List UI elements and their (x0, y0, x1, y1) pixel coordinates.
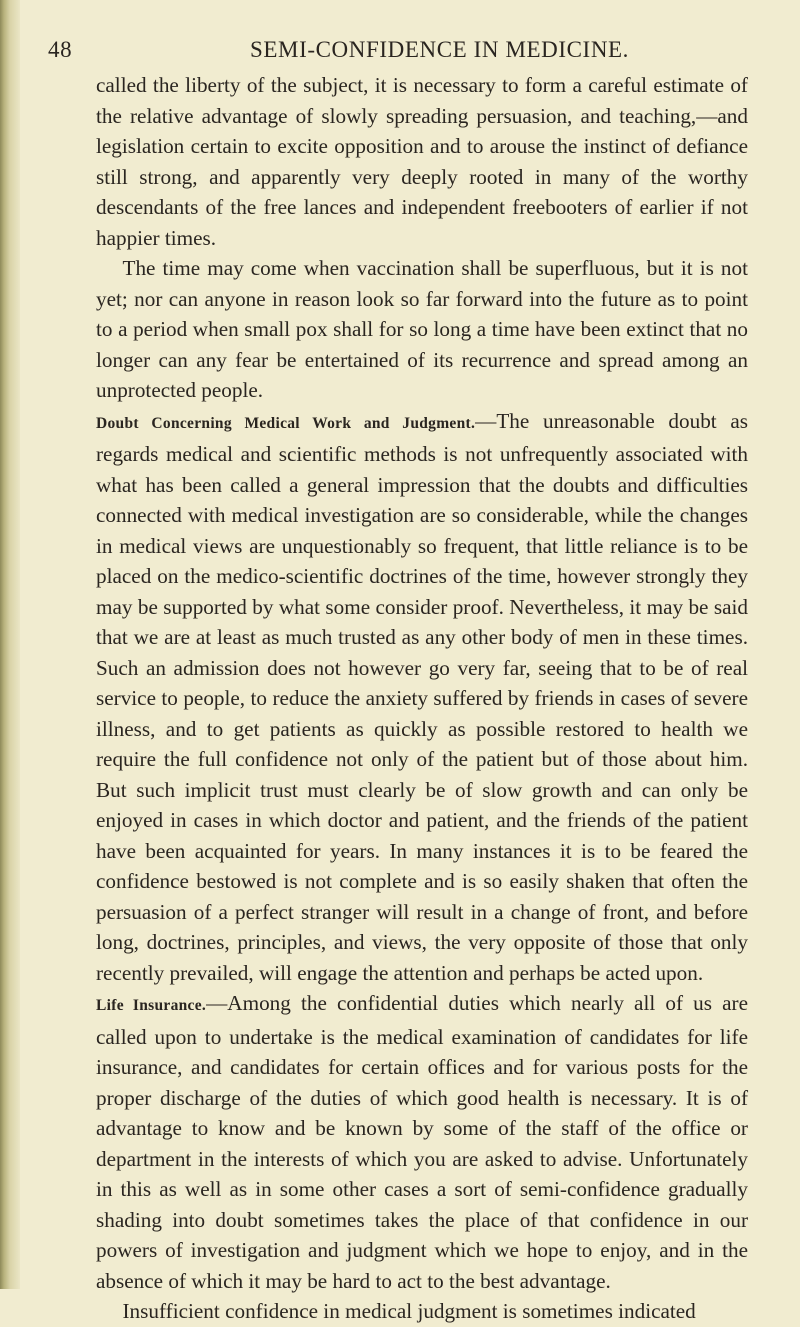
paragraph (96, 1296, 748, 1327)
paragraph-text: The time may come when vaccination shall be superfluous, but it is not yet; nor can anyone in reason look so far forward into the future as to point to a period when small pox shall for so long a time have been extinct that no longer can any fear be entertained of its recurrence and spread among an unprotected people. (96, 256, 748, 402)
page-number: 48 (48, 37, 73, 62)
section-sidehead: Life Insurance. (96, 997, 207, 1014)
paragraph (96, 988, 748, 1296)
book-binding-shadow (0, 0, 20, 1289)
paragraph (96, 70, 748, 253)
paragraph-text: called the liberty of the subject, it is necessary to form a careful estimate of the relative advantage of slowly spreading persuasion, and teaching,—and legislation certain to excite opposition and to arouse the instinct of defiance still strong, and apparently very deeply rooted in many of the worthy descendants of the free lances and independent freebooters of earlier if not happier times. (96, 73, 748, 250)
paragraph (96, 406, 748, 989)
body-text (96, 70, 748, 1327)
paragraph-text: Insufficient confidence in medical judgment is sometimes indicated (122, 1299, 696, 1323)
paragraph (96, 253, 748, 406)
section-sidehead: Doubt Concerning Medical Work and Judgment. (96, 414, 476, 432)
paragraph-text: —Among the confidential duties which nearly all of us are called upon to undertake is the medical examination of candidates for life insurance, and candidates for certain offices and for various posts for the proper discharge of the duties of which good health is necessary. It is of advantage to know and be known by some of the staff of the office or department in the interests of which you are asked to advise. Unfortunately in this as well as in some other cases a sort of semi-confidence gradually shading into doubt sometimes takes the place of that confidence in our powers of investigation and judgment which we hope to enjoy, and in the absence of which it may be hard to act to the best advantage. (96, 991, 748, 1293)
book-page (48, 30, 748, 1327)
paragraph-text: —The unreasonable doubt as regards medical and scientific methods is not unfrequently associated with what has been called a general impression that the doubts and difficulties connected with medical investigation are so considerable, while the changes in medical views are unquestionably so frequent, that little reliance is to be placed on the medico-scientific doctrines of the time, however strongly they may be supported by what some consider proof. Nevertheless, it may be said that we are at least as much trusted as any other body of men in these times. Such an admission does not however go very far, seeing that to be of real service to people, to reduce the anxiety suffered by friends in cases of severe illness, and to get patients as quickly as possible restored to health we require the full confidence not only of the patient but of those about him. But such implicit trust must clearly be of slow growth and can only be enjoyed in cases in which doctor and patient, and the friends of the patient have been acquainted for years. In many instances it is to be feared the confidence bestowed is not complete and is so easily shaken that often the persuasion of a perfect stranger will result in a change of front, and before long, doctrines, principles, and views, the very opposite of those that only recently prevailed, will engage the attention and perhaps be acted upon. (96, 408, 748, 985)
running-head (48, 30, 748, 70)
running-title: SEMI-CONFIDENCE IN MEDICINE. (250, 37, 630, 62)
